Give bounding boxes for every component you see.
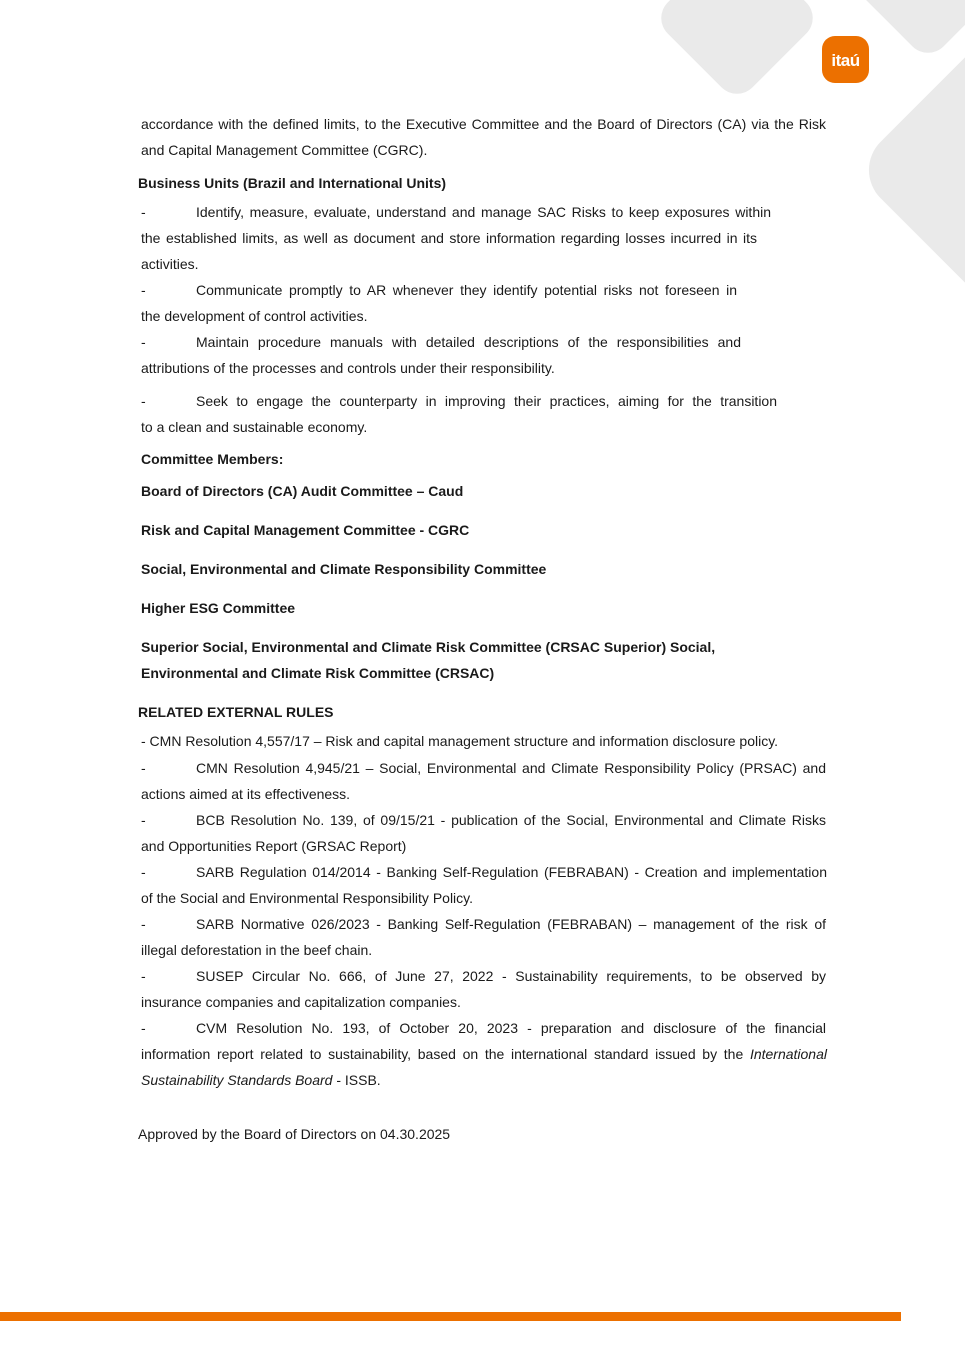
list-item-line: the established limits, as well as document and store information regarding losses incurred in its — [141, 230, 757, 246]
section-heading-related-external-rules: RELATED EXTERNAL RULES — [138, 704, 334, 720]
committee-name: Social, Environmental and Climate Responsibility Committee — [141, 561, 547, 577]
decor-shape-right-side — [852, 7, 965, 320]
rule-line: insurance companies and capitalization companies. — [141, 994, 461, 1010]
rule-line: CVM Resolution No. 193, of October 20, 2023 - preparation and disclosure of the financial — [196, 1020, 826, 1036]
approval-note: Approved by the Board of Directors on 04.30.2025 — [138, 1126, 451, 1142]
rule-marker: - — [141, 916, 146, 932]
itau-logo-text: itaú — [831, 51, 860, 70]
rule-line — [141, 1070, 381, 1090]
committee-name: Risk and Capital Management Committee - CGRC — [141, 522, 470, 538]
rule-line: SUSEP Circular No. 666, of June 27, 2022 - Sustainability requirements, to be observed by — [196, 968, 826, 984]
committee-name: Environmental and Climate Risk Committee (CRSAC) — [141, 665, 495, 681]
list-marker: - — [141, 204, 146, 220]
committee-name: Superior Social, Environmental and Climate Risk Committee (CRSAC Superior) Social, — [141, 639, 716, 655]
list-item-line: Maintain procedure manuals with detailed descriptions of the responsibilities and — [196, 334, 741, 350]
rule-marker: - — [141, 864, 146, 880]
rule-line: SARB Regulation 014/2014 - Banking Self-Regulation (FEBRABAN) - Creation and implementation — [196, 864, 827, 880]
itau-logo — [822, 36, 869, 83]
list-item-line: activities. — [141, 256, 199, 272]
committee-name: Board of Directors (CA) Audit Committee – Caud — [141, 483, 464, 499]
section-heading-business-units: Business Units (Brazil and International Units) — [138, 175, 447, 191]
intro-line: accordance with the defined limits, to the Executive Committee and the Board of Directors (CA) via the Risk — [141, 116, 826, 132]
rule-marker: - — [141, 968, 146, 984]
rule-line: CMN Resolution 4,945/21 – Social, Environmental and Climate Responsibility Policy (PRSAC) and — [196, 760, 826, 776]
rule-line: of the Social and Environmental Responsibility Policy. — [141, 890, 474, 906]
list-item-line: the development of control activities. — [141, 308, 368, 324]
rule-line: BCB Resolution No. 139, of 09/15/21 - publication of the Social, Environmental and Climate Risks — [196, 812, 826, 828]
rule-line: and Opportunities Report (GRSAC Report) — [141, 838, 407, 854]
rule-line-text: - ISSB. — [332, 1072, 381, 1088]
rule-marker: - — [141, 812, 146, 828]
list-item-line: attributions of the processes and controls under their responsibility. — [141, 360, 555, 376]
italic-term: International — [749, 1046, 827, 1062]
rule-line — [141, 1044, 827, 1064]
committee-name: Higher ESG Committee — [141, 600, 296, 616]
list-marker: - — [141, 282, 146, 298]
list-marker: - — [141, 334, 146, 350]
intro-line: and Capital Management Committee (CGRC). — [141, 142, 428, 158]
rule-line: SARB Normative 026/2023 - Banking Self-Regulation (FEBRABAN) – management of the risk of — [196, 916, 826, 932]
list-item-line: Seek to engage the counterparty in improving their practices, aiming for the transition — [196, 393, 777, 409]
rule-marker: - — [141, 1020, 146, 1036]
list-item-line: Communicate promptly to AR whenever they identify potential risks not foreseen in — [196, 282, 737, 298]
list-item-line: to a clean and sustainable economy. — [141, 419, 368, 435]
decor-shape-top-center — [652, 0, 822, 103]
rule-marker: - — [141, 760, 146, 776]
rule-line: - CMN Resolution 4,557/17 – Risk and capital management structure and information disclosure policy. — [141, 733, 779, 749]
rule-line: actions aimed at its effectiveness. — [141, 786, 351, 802]
rule-line: illegal deforestation in the beef chain. — [141, 942, 373, 958]
footer-accent-bar — [0, 1312, 901, 1321]
italic-term: Sustainability Standards Board — [141, 1072, 333, 1088]
list-marker: - — [141, 393, 146, 409]
section-heading-committee-members: Committee Members: — [141, 451, 284, 467]
rule-line-text: information report related to sustainability, based on the international standard issued by the — [141, 1046, 750, 1062]
list-item-line: Identify, measure, evaluate, understand and manage SAC Risks to keep exposures within — [196, 204, 771, 220]
